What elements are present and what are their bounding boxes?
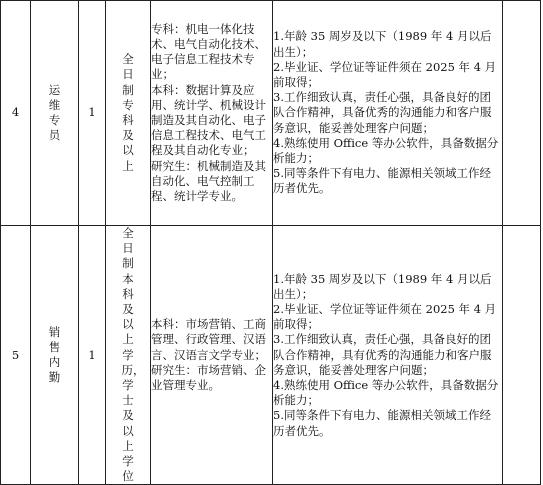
table-row	[1, 226, 541, 485]
headcount: 1	[79, 1, 106, 226]
major-requirement	[151, 1, 273, 226]
requirement-line: 3.工作细致认真，责任心强，具备良好的团队合作精神，具有优秀的沟通能力和客户服务意识，能妥善处理客户问题；	[273, 332, 492, 377]
requirement-line: 4.熟练使用 Office 等办公软件，具备数据分析能力；	[273, 135, 499, 165]
requirement-line: 4.熟练使用 Office 等办公软件，具备数据分析能力；	[273, 378, 499, 408]
requirement-line: 5.同等条件下有电力、能源相关领域工作经历者优先。	[273, 166, 491, 196]
major-line: 研究生：市场营销、企业管理专业。	[151, 362, 266, 393]
requirement-line: 3.工作细致认真，责任心强，具备良好的团队合作精神，具备优秀的沟通能力和客户服务意识，能妥善处理客户问题；	[273, 90, 492, 135]
headcount: 1	[79, 226, 106, 485]
row-number: 4	[1, 1, 31, 226]
remarks-cell	[503, 226, 541, 485]
requirement-line: 2.毕业证、学位证等证件须在 2025 年 4 月前取得；	[273, 59, 497, 89]
requirement-line: 2.毕业证、学位证等证件须在 2025 年 4 月前取得；	[273, 302, 497, 332]
row-number: 5	[1, 226, 31, 485]
major-line: 研究生：机械制造及其自动化、电气控制工程、统计学专业。	[151, 158, 266, 204]
remarks-cell	[503, 1, 541, 226]
requirement-line: 1.年龄 35 周岁及以下（1989 年 4 月以后出生）；	[273, 29, 492, 59]
job-requirements	[273, 226, 503, 485]
education-requirement: 全日制本科及以上学历，学士及以上学位	[106, 226, 151, 485]
requirement-line: 5.同等条件下有电力、能源相关领域工作经历者优先。	[273, 408, 491, 438]
table-row	[1, 1, 541, 226]
major-line: 本科：市场营销、工商管理、行政管理、汉语言、汉语言文学专业；	[151, 317, 266, 362]
major-line: 专科：机电一体化技术、电气自动化技术、电子信息工程技术专业；	[151, 21, 266, 82]
position-title: 销售内勤	[31, 226, 79, 485]
job-requirements	[273, 1, 503, 226]
position-title: 运维专员	[31, 1, 79, 226]
requirement-line: 1.年龄 35 周岁及以下（1989 年 4 月以后出生）；	[273, 271, 492, 301]
education-requirement: 全日制专科及以上	[106, 1, 151, 226]
major-requirement	[151, 226, 273, 485]
major-line: 本科：数据计算及应用、统计学、机械设计制造及其自动化、电子信息工程技术、电气工程及其自动化专业；	[151, 82, 266, 158]
